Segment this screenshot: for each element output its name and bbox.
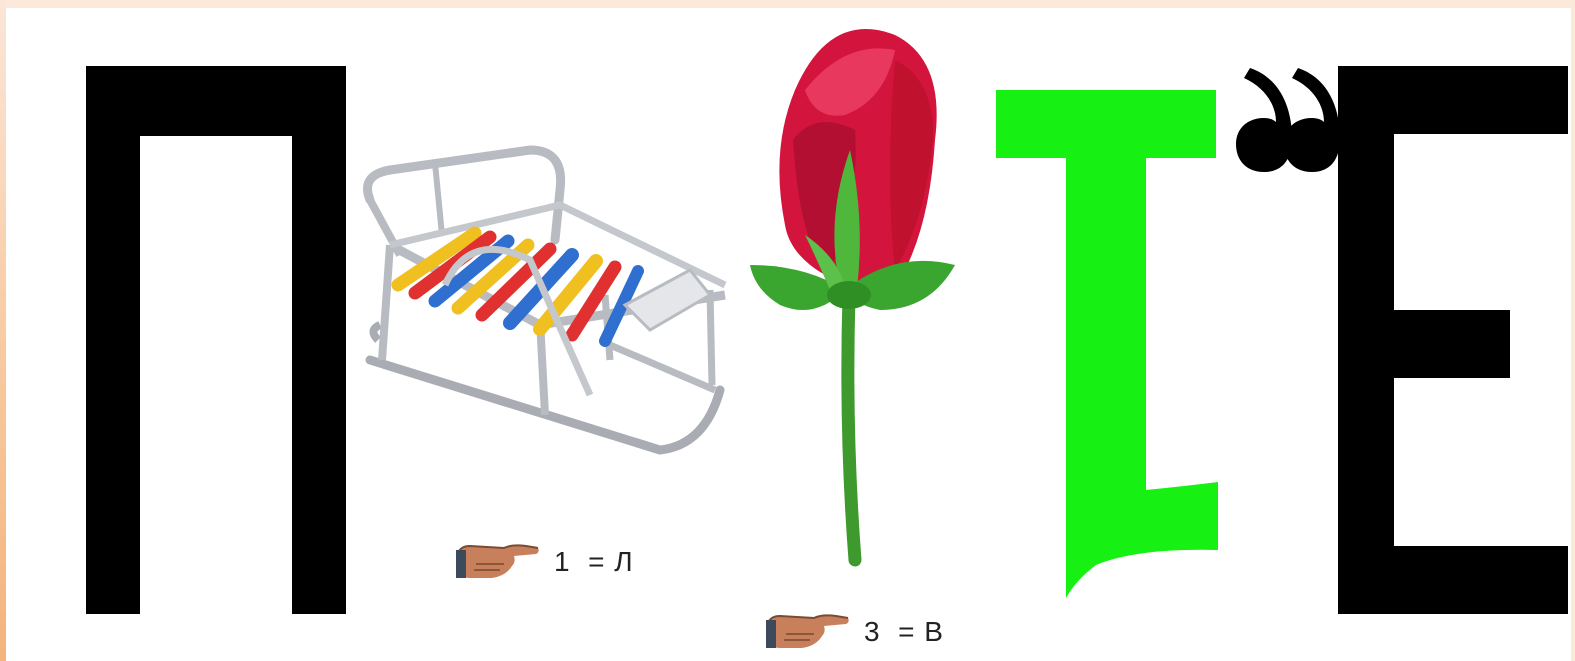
clue-sled <box>456 542 634 582</box>
slide-right-border <box>1571 0 1575 661</box>
sled-picture <box>360 145 730 450</box>
rose-picture <box>745 20 960 565</box>
letter-pe <box>86 66 346 614</box>
slide-left-border <box>0 0 6 661</box>
double-comma-picture <box>1236 68 1341 172</box>
green-serif-letter-picture <box>996 90 1218 600</box>
clue-rose <box>766 612 944 652</box>
slide-top-border <box>0 0 1575 8</box>
clue-sled-text: 1 = Л <box>554 546 634 577</box>
letter-ye <box>1338 66 1568 614</box>
pointing-hand-icon <box>766 612 850 652</box>
pointing-hand-icon <box>456 542 540 582</box>
clue-rose-text: 3 = В <box>864 616 944 647</box>
